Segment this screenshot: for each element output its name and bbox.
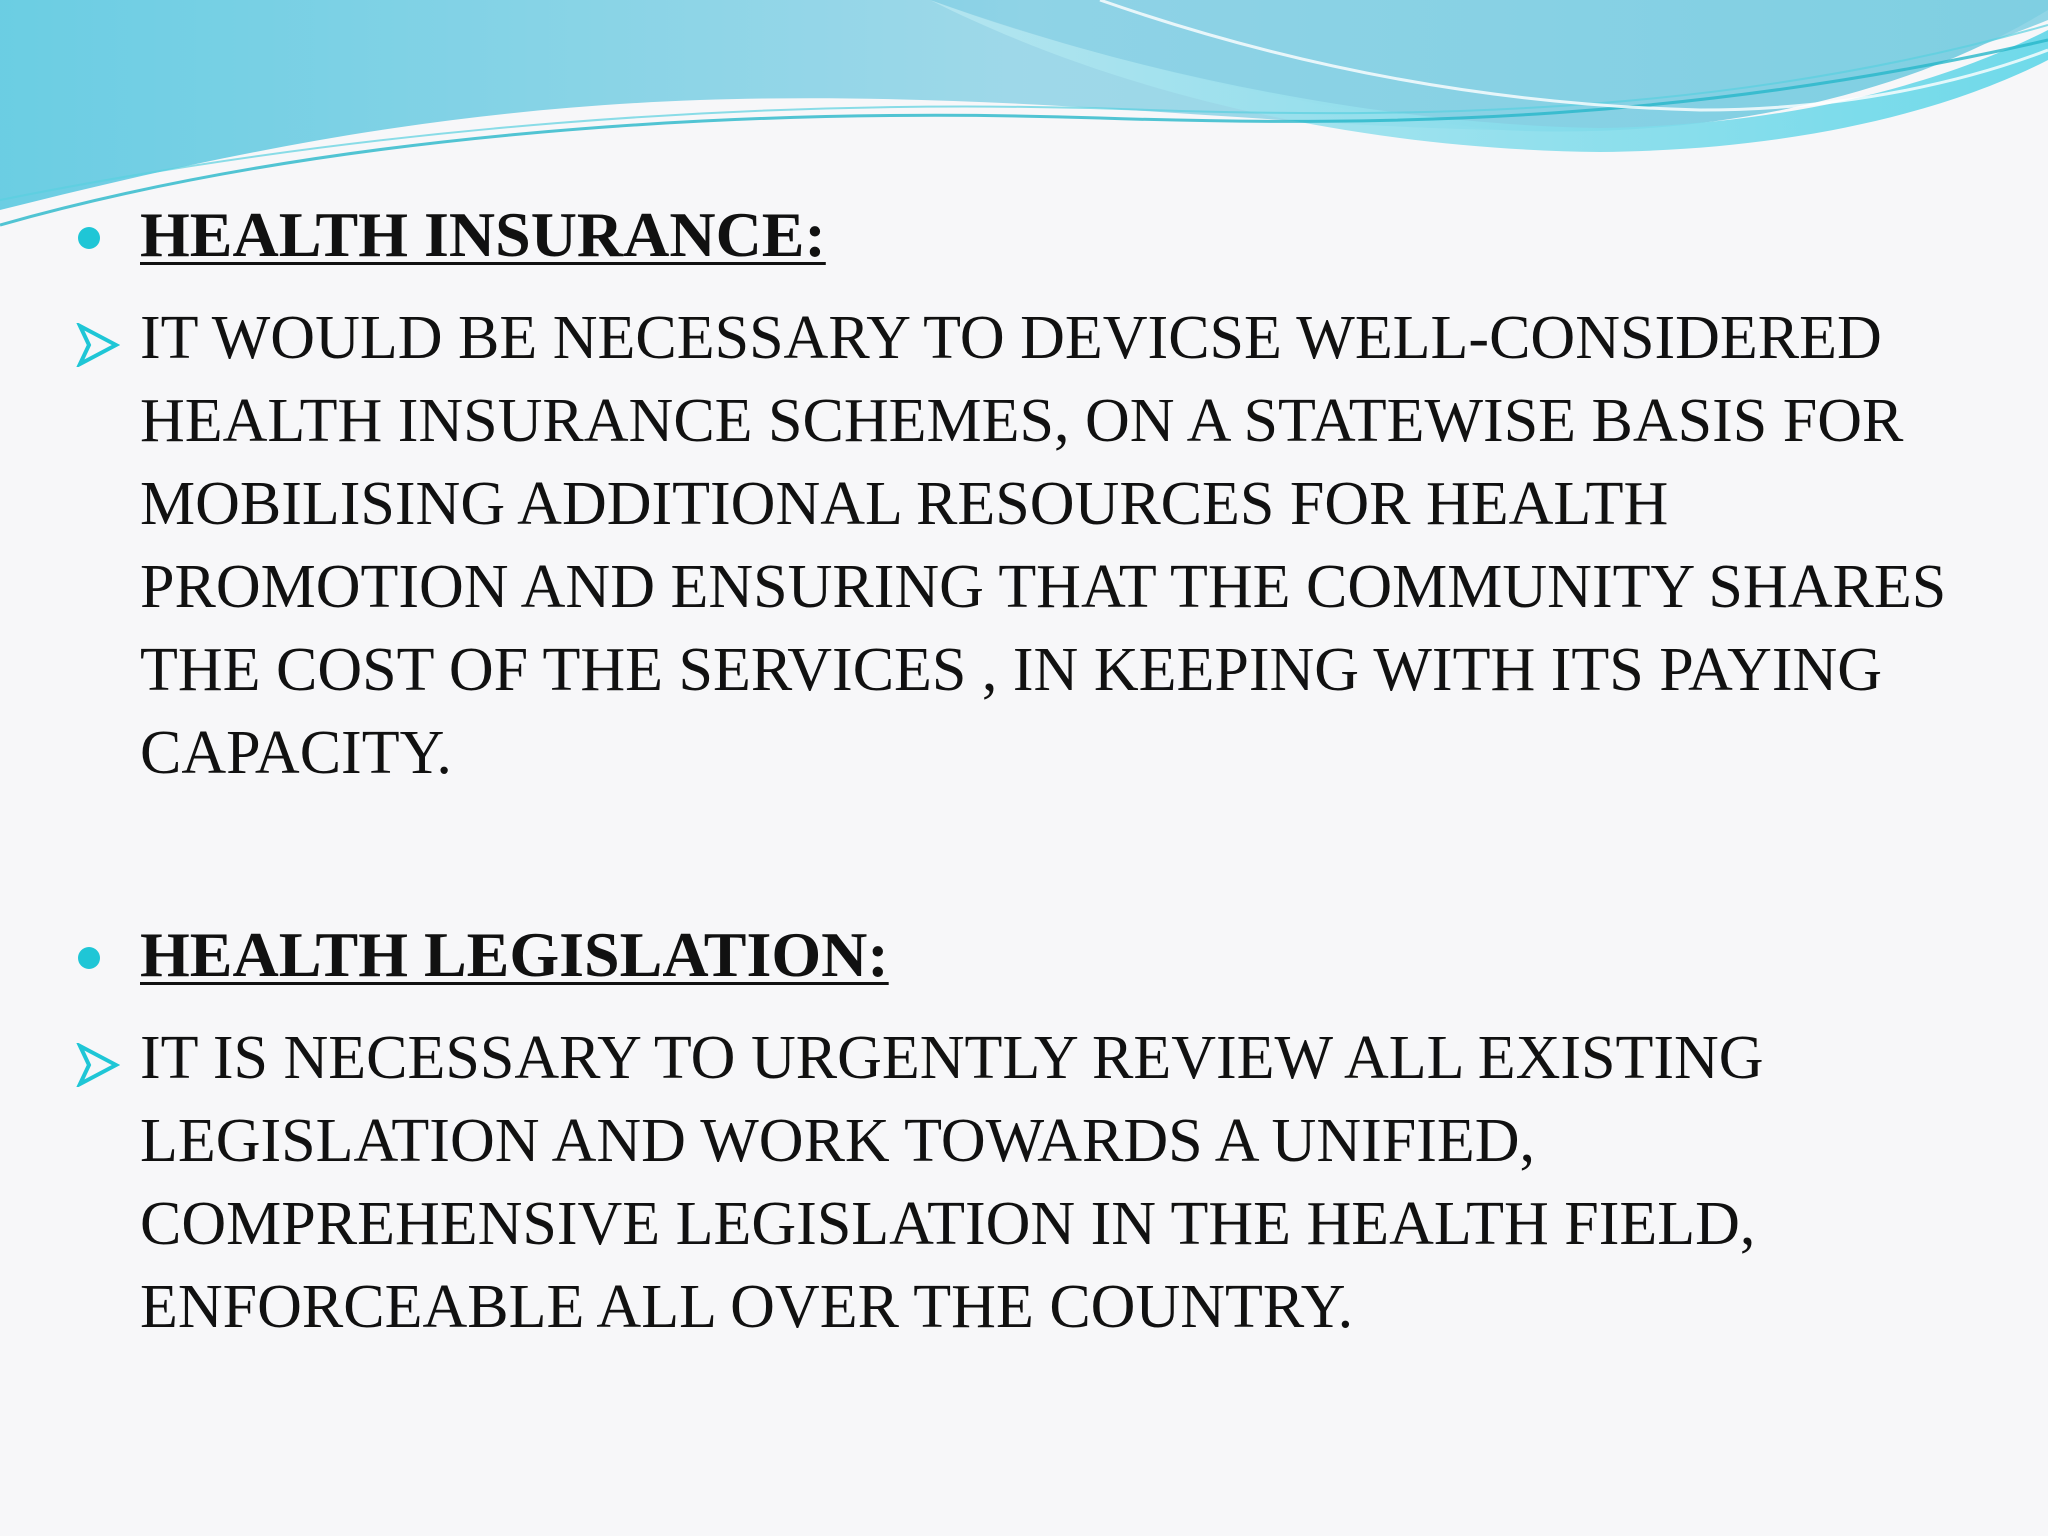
section-body-text: IT WOULD BE NECESSARY TO DEVICSE WELL-CONSIDERED HEALTH INSURANCE SCHEMES, ON A STATEWISE BASIS FOR MOBILISING ADDITIONAL RESOURCES FOR HEALTH PROMOTION AND ENSURING THAT THE COMMUNITY SHARES THE COST OF THE SERVICES , IN KEEPING WITH ITS PAYING CAPACITY.	[140, 304, 1947, 787]
circle-bullet-icon	[78, 947, 100, 969]
section-health-legislation-body	[70, 1017, 2000, 1349]
circle-bullet-icon	[78, 227, 100, 249]
section-heading: HEALTH INSURANCE:	[140, 199, 826, 270]
arrow-bullet-icon	[76, 1043, 120, 1087]
section-health-insurance-heading	[70, 195, 2000, 275]
section-heading: HEALTH LEGISLATION:	[140, 919, 889, 990]
section-health-legislation-heading	[70, 915, 2000, 995]
section-health-insurance-body	[70, 297, 2000, 795]
slide-content	[70, 195, 2000, 1349]
arrow-bullet-icon	[76, 323, 120, 367]
section-body-text: IT IS NECESSARY TO URGENTLY REVIEW ALL EXISTING LEGISLATION AND WORK TOWARDS A UNIFIED, COMPREHENSIVE LEGISLATION IN THE HEALTH FIELD, ENFORCEABLE ALL OVER THE COUNTRY.	[140, 1024, 1764, 1341]
